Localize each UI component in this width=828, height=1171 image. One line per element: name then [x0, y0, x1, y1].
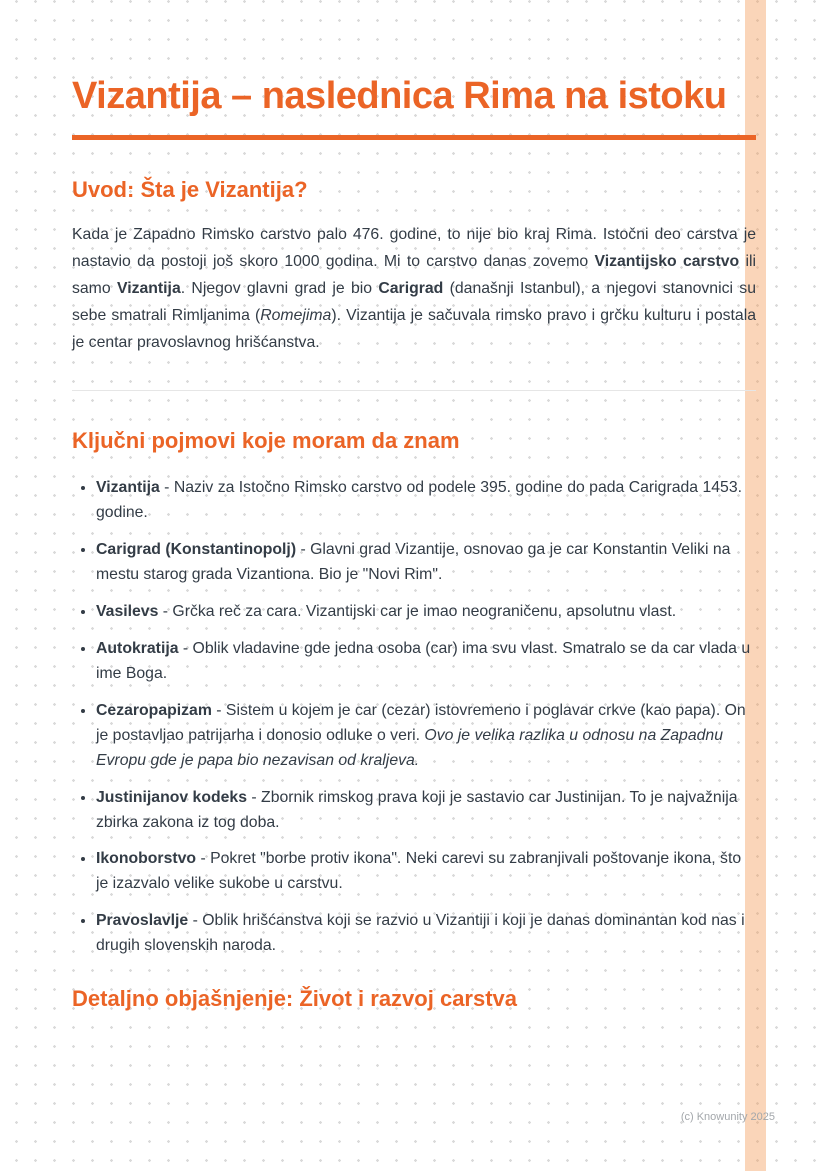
title-rule [72, 135, 756, 140]
intro-paragraph: Kada je Zapadno Rimsko carstvo palo 476. godine, to nije bio kraj Rima. Istočni deo carstva je nastavio da postoji još skoro 1000 godina. Mi to carstvo danas zovemo Vizantijsko carstvo ili samo Vizantija. Njegov glavni grad je bio Carigrad (današnji Istanbul), a njegovi stanovnici su sebe smatrali Rimljanima (Romejima). Vizantija je sačuvala rimsko pravo i grčku kulturu i postala je centar pravoslavnog hrišćanstva. [72, 226, 757, 351]
page-title: Vizantija – naslednica Rima na istoku [72, 75, 727, 117]
terms-heading: Ključni pojmovi koje moram da znam [72, 428, 460, 454]
term-item-vasilevs: • Vasilevs - Grčka reč za cara. Vizantijski car je imao neograničenu, apsolutnu vlast. [96, 600, 756, 625]
detail-heading: Detaljno objašnjenje: Život i razvoj carstva [72, 986, 518, 1012]
term-item-autokratija: • Autokratija - Oblik vladavine gde jedna osoba (car) ima svu vlast. Smatralo se da car vlada u ime Boga. [96, 637, 756, 687]
term-item-cezaropapizam: • Cezaropapizam - Sistem u kojem je car (cezar) istovremeno i poglavar crkve (kao papa). On je postavljao patrijarha i donosio odluke o veri. Ovo je velika razlika u odnosu na Zapadnu Evropu gde je papa bio nezavisan od kraljeva. [96, 699, 756, 774]
term-item-justinijanov-kodeks: • Justinijanov kodeks - Zbornik rimskog prava koji je sastavio car Justinijan. To je najvažnija zbirka zakona iz tog doba. [96, 786, 756, 836]
term-item-pravoslavlje: • Pravoslavlje - Oblik hrišćanstva koji se razvio u Vizantiji i koji je danas dominantan kod nas i drugih slovenskih naroda. [96, 909, 756, 959]
term-item-ikonoborstvo: • Ikonoborstvo - Pokret "borbe protiv ikona". Neki carevi su zabranjivali poštovanje ikona, što je izazvalo velike sukobe u carstvu. [96, 847, 756, 897]
footer-credit: (c) Knowunity 2025 [680, 1111, 775, 1123]
terms-list [72, 476, 756, 959]
intro-heading: Uvod: Šta je Vizantija? [72, 176, 308, 202]
term-item-carigrad: • Carigrad (Konstantinopolj) - Glavni grad Vizantije, osnovao ga je car Konstantin Veliki na mestu starog grada Vizantiona. Bio je "Novi Rim". [96, 538, 756, 588]
term-item-vizantija: • Vizantija - Naziv za Istočno Rimsko carstvo od podele 395. godine do pada Carigrada 1453. godine. [96, 476, 756, 526]
section-divider [72, 390, 756, 391]
